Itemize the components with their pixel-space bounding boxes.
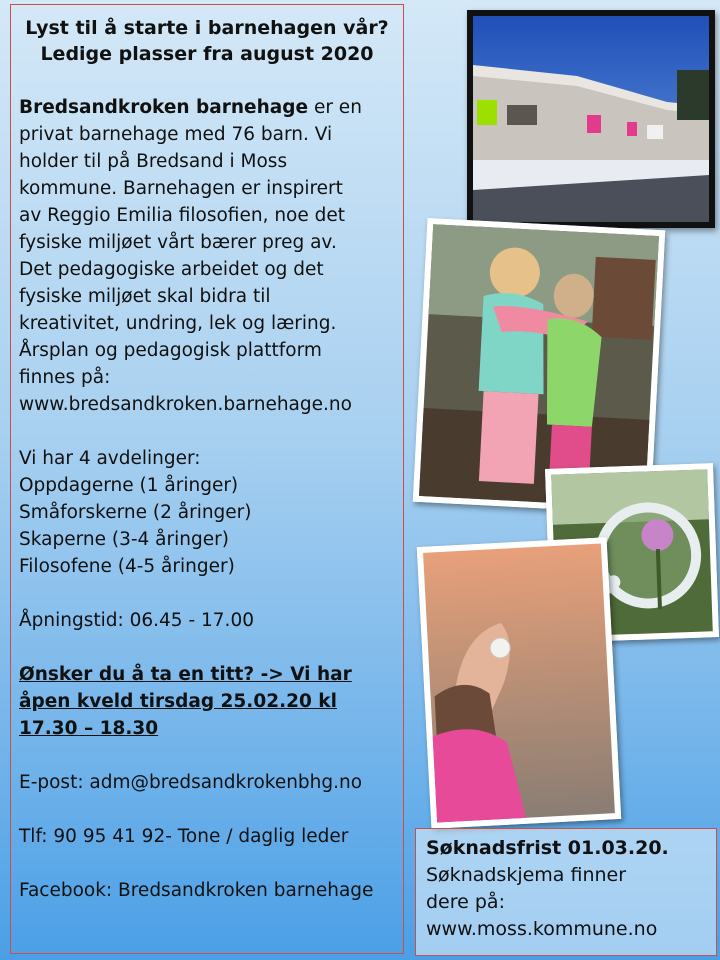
headline-line-1: Lyst til å starte i barnehagen vår?: [25, 17, 389, 39]
intro-line: holder til på Bredsand i Moss: [19, 151, 288, 172]
photo-building: [467, 10, 715, 228]
intro-line: kreativitet, undring, lek og læring.: [19, 313, 337, 334]
deadline-line-2: dere på:: [426, 891, 505, 913]
kindergarten-name: Bredsandkroken barnehage: [19, 97, 309, 118]
phone-contact: Tlf: 90 95 41 92- Tone / daglig leder: [19, 826, 349, 847]
department-item: Oppdagerne (1 åringer): [19, 475, 239, 496]
intro-text: er en: [313, 97, 362, 118]
intro-line-1: [19, 94, 395, 121]
deadline-title: Søknadsfrist 01.03.20.: [426, 837, 669, 859]
departments-heading: Vi har 4 avdelinger:: [19, 448, 201, 469]
intro-line: fysiske miljøet vårt bærer preg av.: [19, 232, 337, 253]
open-evening-line-2: åpen kveld tirsdag 25.02.20 kl: [19, 691, 337, 712]
photo-pearl: [417, 537, 621, 829]
department-item: Filosofene (4-5 åringer): [19, 556, 235, 577]
intro-line: kommune. Barnehagen er inspirert: [19, 178, 343, 199]
intro-line: av Reggio Emilia filosofien, noe det: [19, 205, 346, 226]
deadline-line-1: Søknadskjema finner: [426, 864, 627, 886]
opening-hours: Åpningstid: 06.45 - 17.00: [19, 610, 254, 631]
department-item: Småforskerne (2 åringer): [19, 502, 252, 523]
intro-line: Årsplan og pedagogisk plattform: [19, 340, 322, 361]
department-item: Skaperne (3-4 åringer): [19, 529, 229, 550]
open-evening-line-1: Ønsker du å ta en titt? -> Vi har: [19, 664, 352, 685]
intro-line: privat barnehage med 76 barn. Vi: [19, 124, 333, 145]
info-text-box: [10, 4, 404, 954]
deadline-website[interactable]: www.moss.kommune.no: [426, 918, 658, 940]
headline-line-2: Ledige plasser fra august 2020: [40, 43, 374, 65]
website-link[interactable]: www.bredsandkroken.barnehage.no: [19, 394, 352, 415]
open-evening-line-3: 17.30 – 18.30: [19, 718, 159, 739]
email-contact[interactable]: E-post: adm@bredsandkrokenbhg.no: [19, 772, 363, 793]
intro-line: Det pedagogiske arbeidet og det: [19, 259, 324, 280]
deadline-box: [415, 828, 717, 956]
intro-line: fysiske miljøet skal bidra til: [19, 286, 271, 307]
intro-line: finnes på:: [19, 367, 111, 388]
facebook-contact: Facebook: Bredsandkroken barnehage: [19, 880, 374, 901]
